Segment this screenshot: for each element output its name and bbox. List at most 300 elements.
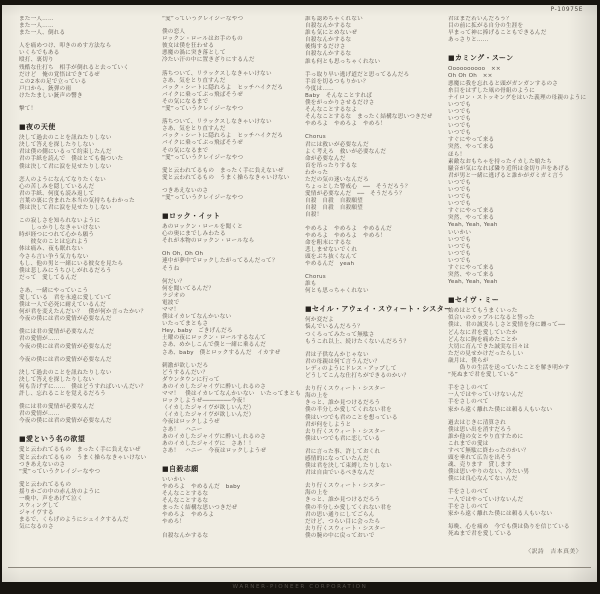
lyric-line: 早まって神に捧げることもできるんだ: [448, 30, 547, 37]
lyric-line: 悪魔に我を忘れると頭がガンガンするのさ: [448, 80, 559, 87]
lyric-line: 自殺！: [305, 212, 323, 219]
lyric-line: 君が何をしようと: [305, 421, 352, 428]
lyric-line: “愛”っていうクレイジーなやつ: [162, 194, 244, 201]
lyric-line: 誰も何とも思っちゃくれない: [305, 58, 381, 65]
stanza: [305, 16, 441, 66]
lyric-line: さあ、一緒にやっていこう: [19, 287, 89, 294]
lyric-line: つきあえないのさ: [162, 187, 209, 194]
stanza: [305, 352, 441, 380]
lyric-line: 時が経つにつれて心から願う: [19, 232, 95, 239]
lyric-line: 今夜はロックしようぜ: [162, 419, 220, 426]
lyric-line: 何とも思っちゃくれない: [305, 288, 369, 295]
lyric-line: 僕の腕の中に戻っておいで: [305, 532, 375, 539]
lyric-line: やめろ！: [162, 519, 186, 526]
lyric-line: すぐにやって来る: [448, 265, 495, 271]
lyric-line: つきあえないのさ: [19, 461, 66, 468]
lyrics-columns: [19, 16, 593, 564]
lyric-line: バック・シートに隠れろよ ヒッチハイクだろ: [162, 84, 284, 91]
lyric-line: 大切に育んできた誠実な日々は: [448, 343, 530, 350]
lyric-line: いつでも: [448, 186, 472, 193]
lyric-line: 手をさしのべて: [448, 399, 489, 406]
lyric-line: どうするんだい？: [162, 369, 209, 376]
lyric-line: 何か変だよ: [305, 317, 334, 324]
lyric-line: これまでの愛は: [448, 440, 489, 447]
lyric-line: 君の手紙、何度も読み返して: [19, 190, 95, 197]
lyric-line: 首を吊ったりするな: [305, 162, 358, 169]
stanza: [162, 29, 298, 64]
stanza: [448, 308, 584, 379]
lyric-line: 土曜の夜にロックン・ロールするなんて: [162, 335, 267, 342]
stanza: [19, 43, 155, 100]
lyric-line: 誰も気にとめないぜ: [305, 30, 358, 37]
lyric-line: 今夜の僕には君の愛情が必要なんだ: [19, 356, 112, 363]
lyric-line: いつでも: [448, 116, 472, 123]
stanza: [162, 224, 298, 245]
stanza: [19, 447, 155, 475]
lyric-line: いつでも: [448, 236, 472, 243]
lyric-line: 僕は、君の誠実らしさと愛情を身に纏って──: [448, 322, 566, 329]
lyric-line: 僕はいつでも君に恋している: [305, 435, 381, 442]
lyric-line: 殴打、裏切り: [19, 57, 54, 64]
lyric-line: やめろよ やめろよ やめろ！: [305, 232, 387, 239]
lyric-line: 恋人のようになんてなりたくない: [19, 176, 106, 183]
lyric-line: ちょっとした警戒心 ── そうだろう？: [305, 184, 411, 191]
stanza: [19, 482, 155, 532]
lyric-line: 連中が夢中でロックしたがってるんだって？: [162, 258, 278, 265]
lyric-line: 命が必要なんだ: [305, 155, 346, 162]
lyric-line: 君は自由でいるべきなんだ: [305, 470, 375, 477]
lyric-line: 君には救いが必要なんだ: [305, 141, 369, 148]
stanza: [19, 218, 155, 282]
lyric-line: 歳月は、僕らが: [448, 357, 489, 364]
lyric-line: さあ！ ハニー 今夜はロックしようぜ: [162, 447, 267, 454]
lyric-line: 今夜の僕には君の愛情が必要なんだ: [19, 316, 112, 323]
stanza: [162, 279, 298, 357]
lyric-line: 愛している 君を永遠に愛していて: [19, 295, 112, 301]
lyric-line: 揺りかごの中の赤ん坊のように: [19, 488, 101, 495]
lyric-line: バック・シートに隠れろよ ヒッチハイクだろ: [162, 133, 284, 140]
lyric-line: スウィングして: [19, 503, 60, 510]
lyric-line: やめろよ やめろよ やめるんだ: [305, 225, 392, 232]
lyric-line: 悪魔の渦に突き落として: [162, 50, 226, 57]
lyric-line: その気になるまで: [162, 147, 209, 154]
lyric-line: 一晩中、声をあげて泣く: [19, 495, 83, 502]
lyric-line: 死ぬまで君を愛している: [448, 530, 512, 537]
lyric-line: 家から遠く離れた僕には頼る人もいない: [448, 510, 553, 517]
publisher-footer: WARNER-PIONEER CORPORATION: [232, 584, 368, 590]
lyric-line: 彼女のことは忘れよう: [19, 239, 89, 246]
stanza: [19, 404, 155, 425]
lyric-line: すぐにやって来る: [448, 208, 495, 215]
lyric-line: しっかりしなきゃいけない: [19, 225, 101, 232]
lyric-line: 愛と云われてるもの うまく操らなきゃいけない: [19, 454, 147, 461]
lyric-line: すぐにやって来る: [448, 137, 495, 144]
lyrics-column-1: [19, 16, 155, 537]
lyric-line: 命を粗末にするな: [305, 239, 352, 246]
lyric-line: 僕の半分しか愛してくれない君を: [305, 504, 392, 511]
lyric-line: 誰か他の女とやり直すために: [448, 433, 524, 440]
lyric-line: Yeah, Yeah, Yeah: [448, 222, 498, 229]
stanza: [448, 16, 584, 44]
lyric-line: だけど 俺の覚悟はできてるぜ: [19, 71, 100, 78]
stanza: [162, 477, 298, 527]
lyric-line: 君の思い通りにしてごらん: [305, 511, 375, 518]
lyric-line: 去り行くスウィート・シスター: [305, 428, 386, 435]
lyric-line: やめるんだ yeah: [305, 261, 355, 267]
stanza: [162, 251, 298, 272]
song-section-title: ■夜の天使: [19, 123, 56, 132]
stanza: [305, 274, 441, 295]
song-section-title: ■愛という名の欲望: [19, 435, 86, 444]
stanza: [19, 329, 155, 350]
lyric-line: 自殺なんかするな: [305, 37, 352, 44]
lyric-line: やめろよ やめろよ: [162, 512, 215, 519]
lyric-line: そうね: [162, 265, 180, 272]
lyric-line: まったく結構な思いつきだぜ: [162, 505, 238, 512]
lyric-line: （イカしたジャイヴが欲しいんだ）: [162, 405, 255, 412]
lyric-line: 心の苦しみを隠しているんだ: [19, 183, 95, 190]
lyric-line: けたたましい銃声の響き: [19, 92, 83, 99]
lyric-line: 素敵なおもちゃを持ったイカした娘たち: [448, 158, 553, 165]
lyric-line: きっと、誰か見つけるだろう: [305, 497, 381, 504]
lyric-line: ただの見せかけだったらしい: [448, 350, 524, 357]
stanza: [162, 188, 298, 202]
lyric-line: すべて無駄に終わったのかい？: [448, 447, 529, 454]
lyric-line: 海の上を: [305, 393, 329, 400]
stanza: [305, 134, 441, 219]
lyric-line: 誰も: [305, 281, 317, 288]
lyric-line: 何を聞いてるんだ？: [162, 285, 215, 292]
lyric-line: いつでも: [448, 101, 472, 108]
stanza: [19, 370, 155, 398]
lyric-line: 君はまだ若いんだろう？: [448, 16, 512, 22]
lyric-line: 後悔するだけさ: [305, 44, 346, 51]
lyric-line: 僕はいつでも君のことを想っている: [305, 414, 398, 421]
lyric-line: もうこれ以上、続けたくないんだろう？: [305, 338, 410, 345]
lyric-line: 今夜の僕には君の愛情が必要なんだ: [19, 343, 112, 350]
lyric-line: わかった: [305, 169, 329, 176]
lyric-line: あのイカしたジャイヴに さあ！！: [162, 440, 255, 447]
lyric-line: 僕をがっかりさせるだけさ: [305, 100, 375, 107]
lyric-line: いつでも: [448, 257, 472, 264]
lyric-line: 君の手紙を読んで 僕はとても傷ついた: [19, 156, 124, 163]
lyric-line: この寂しさを知られないように: [19, 218, 101, 225]
lyric-line: Oh Oh Oh ××: [448, 73, 493, 80]
lyric-line: 自殺なんかするな: [162, 532, 209, 539]
lyric-line: 自殺 自殺 自殺願望: [305, 205, 363, 212]
lyric-line: そんなことするな: [162, 491, 209, 498]
stanza: [305, 449, 441, 477]
lyric-line: 何だい？: [162, 278, 186, 285]
lyric-line: 自殺なんかするな: [305, 51, 352, 58]
lyric-line: 戸口から、銃弾の雨: [19, 85, 72, 92]
lyric-line: 手をさしのべて: [448, 503, 489, 510]
lyric-line: いくらでもある: [19, 50, 60, 57]
lyric-line: 君に言った事、許しておくれ: [305, 448, 381, 455]
lyric-line: Baby そんなことすれば: [305, 92, 373, 99]
lyric-line: 君は僕の側にいるって約束したんだ: [19, 149, 112, 156]
lyric-line: あのロックン・ロールを聞くと: [162, 224, 243, 231]
lyric-line: 一人ではやっていけないんだ: [448, 392, 524, 399]
lyric-line: 今度は……: [305, 85, 334, 92]
stanza: [305, 483, 441, 540]
lyric-line: 愛情が必要なんだ ── そうだろう？: [305, 191, 405, 198]
lyric-line: つくろってみたって無駄さ: [305, 331, 375, 338]
stanza: [19, 288, 155, 323]
song-section-title: ■カミング・スーン: [448, 54, 514, 63]
stanza: [19, 357, 155, 364]
footer-divider: [8, 567, 591, 568]
lyric-line: 突然、やって来る: [448, 215, 495, 222]
lyric-line: 僕は一人で必死に耐えているんだ: [19, 302, 106, 309]
lyric-line: そんなことするなよ: [305, 107, 358, 114]
lyric-line: だって 愛してるんだ: [19, 274, 77, 281]
lyric-line: 魂、売ります 貸します: [448, 462, 512, 469]
stanza: [305, 72, 441, 129]
lyric-line: 残酷な仕打ち 相手が倒れると去っていく: [19, 64, 130, 71]
stanza: [448, 420, 584, 484]
lyric-line: 偽りの生活を送っていたことを解き明かす: [448, 365, 570, 372]
lyric-line: ほら！: [448, 151, 466, 158]
lyric-line: Chorus: [305, 274, 326, 281]
lyric-line: 僕には君の愛情が必要なんだ: [19, 329, 95, 336]
lyric-line: ナイロン・ストッキングをはいた義理の母親のように: [448, 94, 587, 101]
lyric-line: “愛”っていうクレイジーなやつ: [162, 106, 244, 113]
stanza: [19, 106, 155, 113]
lyric-line: いつでも: [448, 123, 472, 130]
lyric-line: ロックン・ロールはお手のもの: [162, 36, 243, 43]
lyric-line: 自殺 自殺 自殺願望: [305, 198, 363, 205]
lyric-line: 頭をぶち抜くなんて: [305, 253, 358, 260]
stanza: [448, 385, 584, 413]
lyric-line: バイクに乗ってぶっ飛ばそうぜ: [162, 91, 244, 98]
lyric-line: さあ、気をとり直すんだ: [162, 77, 226, 84]
lyric-line: やめろよ やめろよ やめろ！: [305, 121, 387, 128]
stanza: [162, 119, 298, 162]
lyric-line: 撃て！: [19, 106, 37, 113]
stanza: [448, 524, 584, 538]
lyric-line: 海の上を: [305, 490, 329, 497]
stanza: [19, 16, 155, 37]
lyric-line: いつでも: [448, 108, 472, 115]
lyric-line: 落ちついて、リラックスしなきゃいけない: [162, 119, 272, 126]
lyric-line: この2本の足で立っている: [19, 78, 87, 85]
lyric-line: 僕は思い出を消すだろう: [448, 426, 512, 433]
lyric-line: 僕は悲しみにうちひしがれるだろう: [19, 267, 112, 274]
lyrics-column-4: [448, 16, 587, 555]
lyric-line: 愛と云われてるもの: [19, 481, 72, 488]
lyric-line: 言葉の裏に含まれた本当の気持ちもわかった: [19, 197, 135, 204]
song-section-title: ■セイヴ・ミー: [448, 296, 500, 305]
lyric-line: 僕は決して君に涙を見せたりしない: [19, 204, 112, 211]
stanza: [19, 135, 155, 170]
lyric-line: ただの気の迷いなんだろ: [305, 176, 369, 183]
lyric-line: 何が君を変えたんだい？ 僕が何か言ったかい？: [19, 309, 147, 316]
lyric-line: 愛と云われてるもの うまく操らなきゃいけない: [162, 174, 290, 181]
lyric-line: 手っ取り早い逃げ道だと思ってるんだろ: [305, 71, 410, 78]
stanza: [305, 317, 441, 345]
lyric-line: 今夜の僕には君の愛情が必要なんだ: [19, 418, 112, 425]
lyric-line: いいかい: [162, 476, 186, 483]
lyric-line: レディのようにドレス・アップして: [305, 365, 397, 372]
lyric-line: 決して答えを探したりしない: [19, 142, 95, 149]
lyric-line: 僕は決して君に涙を見せたりしない: [19, 163, 112, 170]
lyric-line: 似合いのカップルになると誓った: [448, 315, 535, 322]
lyric-line: “愛”っていうクレイジーなやつ: [162, 16, 244, 22]
lyric-line: 手をさしのべて: [448, 489, 489, 496]
stanza: [448, 66, 587, 286]
lyric-line: バイクに乗ってぶっ飛ばそうぜ: [162, 140, 244, 147]
lyric-line: 去り行くスウィート・シスター: [305, 483, 386, 490]
lyric-line: いつでも: [448, 201, 472, 208]
lyric-line: あのイカしたジャイヴに酔いしれるのさ: [162, 433, 267, 440]
stanza: [162, 533, 298, 540]
lyric-line: 突然、やって来る: [448, 272, 495, 279]
lyric-line: 去り行くスウィート・シスター: [305, 525, 386, 532]
lyric-line: 毎晩、心を痛め 今でも僕は偽りを信じている: [448, 523, 570, 530]
lyric-line: 君の愛情が……: [19, 336, 60, 343]
stanza: [305, 386, 441, 443]
lyric-line: 僕の半分しか愛してくれない君を: [305, 407, 392, 414]
lyric-line: また一人……: [19, 23, 54, 30]
lyric-line: その気になるまで: [162, 98, 209, 105]
lyric-line: 気になるのさ: [19, 524, 54, 531]
lyric-line: 僕は君を決して束縛したりしない: [305, 463, 392, 470]
lyric-line: 糸目をはずした凧の骨組のように: [448, 87, 535, 94]
lyric-line: 君が男と一緒に逃げると誰かがガミガミ言う: [448, 172, 564, 179]
lyric-line: 体は痛み、夜も眠れない: [19, 246, 84, 253]
lyric-line: いつでも: [448, 179, 472, 186]
lyric-line: やめろよ やめるんだ baby: [162, 483, 241, 490]
lyric-line: 愛と云われてるもの まったく手に負えないぜ: [19, 447, 141, 454]
lyric-line: さあ、baby 僕とロックするんだ イカすぜ: [162, 349, 281, 356]
lyric-line: いつでも: [448, 194, 472, 201]
lyric-line: 冷たい汗の中に置きざりにするんだ: [162, 57, 255, 64]
lyric-line: ママ！ 僕はイカレてなんかいない いたってまとも: [162, 391, 301, 398]
lyric-line: 僕には良心なんてないんだ: [448, 476, 518, 483]
lyric-line: また一人、倒れる: [19, 30, 66, 37]
stanza: [162, 362, 301, 455]
lyric-line: ダウンタウンに行って: [162, 376, 220, 383]
lyric-line: そんなことするな まったく結構な思いつきだぜ: [305, 114, 433, 121]
lyric-line: 家から遠く離れた僕には頼る人もいない: [448, 406, 553, 413]
lyric-line: 君の母親は何て言うんだい？: [305, 358, 381, 365]
lyric-line: 僕はイカレてなんかいない: [162, 314, 232, 321]
lyric-line: 自殺なんかするな: [305, 23, 352, 30]
lyric-line: “死ぬまで君を愛している”: [448, 372, 518, 379]
song-section-title: ■ロック・イット: [162, 212, 221, 221]
lyric-line: よく考えろ 救いが必要なんだ: [305, 148, 387, 155]
lyric-line: いたってまともさ: [162, 321, 209, 328]
lyric-line: Hey, baby ごきげんだろ: [162, 328, 233, 335]
lyric-line: 悩んでいるんだろう？: [305, 324, 363, 331]
lyric-line: 決して過去のことを訊ねたりしない: [19, 369, 112, 376]
lyric-line: いつでも: [448, 243, 472, 250]
lyric-line: 一人ではやっていけないんだ: [448, 496, 524, 503]
catalog-number: P-10975E: [550, 7, 583, 13]
song-section-title: ■自殺志願: [162, 464, 199, 473]
stanza: [162, 71, 298, 114]
lyric-line: 許し、忘れることを覚えるだろう: [19, 391, 106, 398]
lyric-line: 人を痛めつけ、叩きのめす方法なら: [19, 43, 112, 50]
lyric-line: あっさりと……: [448, 37, 489, 44]
lyric-line: （イカしたジャイヴが欲しいんだ）: [162, 412, 255, 419]
lyric-line: さあ、気をとり直すんだ: [162, 126, 226, 133]
lyrics-column-3: [305, 16, 452, 546]
lyric-line: 目の前に拡がる自分の生涯を: [448, 23, 524, 30]
lyric-line: いつでも: [448, 130, 472, 137]
lyric-line: それが本物のロックン・ロールなら: [162, 238, 255, 245]
lyric-line: “愛”っていうクレイジーなやつ: [162, 154, 244, 161]
lyric-line: 手をさしのべて: [448, 385, 489, 392]
lyric-line: ジャイヴする: [19, 510, 54, 517]
stanza: [19, 177, 155, 212]
lyric-line: 僕には君の愛情が必要なんだ: [19, 404, 95, 411]
translator-credit: 〈訳詩 吉本真美〉: [525, 549, 582, 555]
stanza: [448, 489, 584, 517]
lyric-line: どうしてこんな仕打ちができるのかい？: [305, 373, 410, 380]
lyric-line: 決して過去のことを訊ねたりしない: [19, 135, 112, 142]
lyric-line: ラジオの: [162, 292, 186, 299]
lyric-line: 感情的になっていたんだ: [305, 455, 369, 462]
lyric-line: ロックしようぜ────────今夜！: [162, 398, 249, 405]
song-section-title: ■セイル・アウェイ・スウィート・シスター: [305, 305, 452, 314]
lyric-line: また一人……: [19, 16, 54, 22]
lyrics-column-4-text: [448, 16, 587, 538]
lyric-line: “愛”っていうクレイジーなやつ: [19, 468, 101, 475]
lyric-line: 落ちついて、リラックスしなきゃいけない: [162, 70, 272, 77]
lyric-line: そんなことするな: [162, 498, 209, 505]
lyrics-column-2: [162, 16, 301, 546]
lyric-line: Oooooooooo ××: [448, 66, 501, 73]
lyric-line: 君は子供なんかじゃない: [305, 351, 369, 358]
lyric-line: いつでも: [448, 250, 472, 257]
lyric-line: さあ！ ハニー: [162, 426, 203, 433]
lyric-sheet-paper: [2, 5, 597, 582]
lyric-line: 僕は思いやりのない、冷たい男: [448, 469, 530, 476]
lyric-line: 頭を垂れて広告を出そう: [448, 455, 512, 462]
lyric-line: あのイカしたジャイヴに酔いしれるのさ: [162, 383, 267, 390]
stanza: [162, 16, 298, 23]
lyric-line: 心の奥にまでしみわたる: [162, 231, 226, 238]
lyric-line: さあ、めかしこんで僕と一緒に乗るんだ: [162, 342, 267, 349]
lyric-line: ママ！: [162, 307, 180, 313]
lyric-line: 過去はじきに清算され: [448, 419, 506, 426]
stanza: [162, 168, 298, 182]
lyric-line: もし、他の男と一緒にいる彼女を見たら: [19, 260, 124, 267]
lyric-line: Oh Oh, Oh Oh: [162, 251, 204, 258]
lyric-line: 始めはとてもうまくいった: [448, 308, 518, 315]
lyric-line: 刺激が欲しいだろ: [162, 362, 209, 369]
stanza: [305, 226, 441, 269]
lyric-line: きっと、誰か見つけるだろう: [305, 400, 381, 407]
lyric-line: 去り行くスウィート・シスター: [305, 386, 386, 393]
lyric-line: 電波で: [162, 299, 180, 306]
lyric-line: 何も告げずに…… 僕はどうすればいいんだい？: [19, 383, 147, 390]
lyric-line: 誰も認めちゃくれない: [305, 16, 363, 22]
lyric-line: Chorus: [305, 134, 326, 141]
lyric-line: 君の愛情が……: [19, 411, 60, 418]
lyric-line: どんなに胸を痛めたことか: [448, 336, 518, 343]
lyric-line: 僕の恋人: [162, 29, 186, 36]
lyric-line: 愛と云われてるもの まったく手に負えないぜ: [162, 167, 284, 174]
lyric-line: 手首を切るつもりかい？: [305, 78, 369, 85]
lyric-line: 決して答えを探したりしない: [19, 376, 95, 383]
lyric-line: Yeah, Yeah, Yeah: [448, 279, 498, 286]
lyric-line: いいかい: [448, 229, 472, 236]
lyric-line: 今さら言い争う気力もない: [19, 253, 89, 260]
lyric-line: 悲しませないでくれ: [305, 246, 358, 253]
